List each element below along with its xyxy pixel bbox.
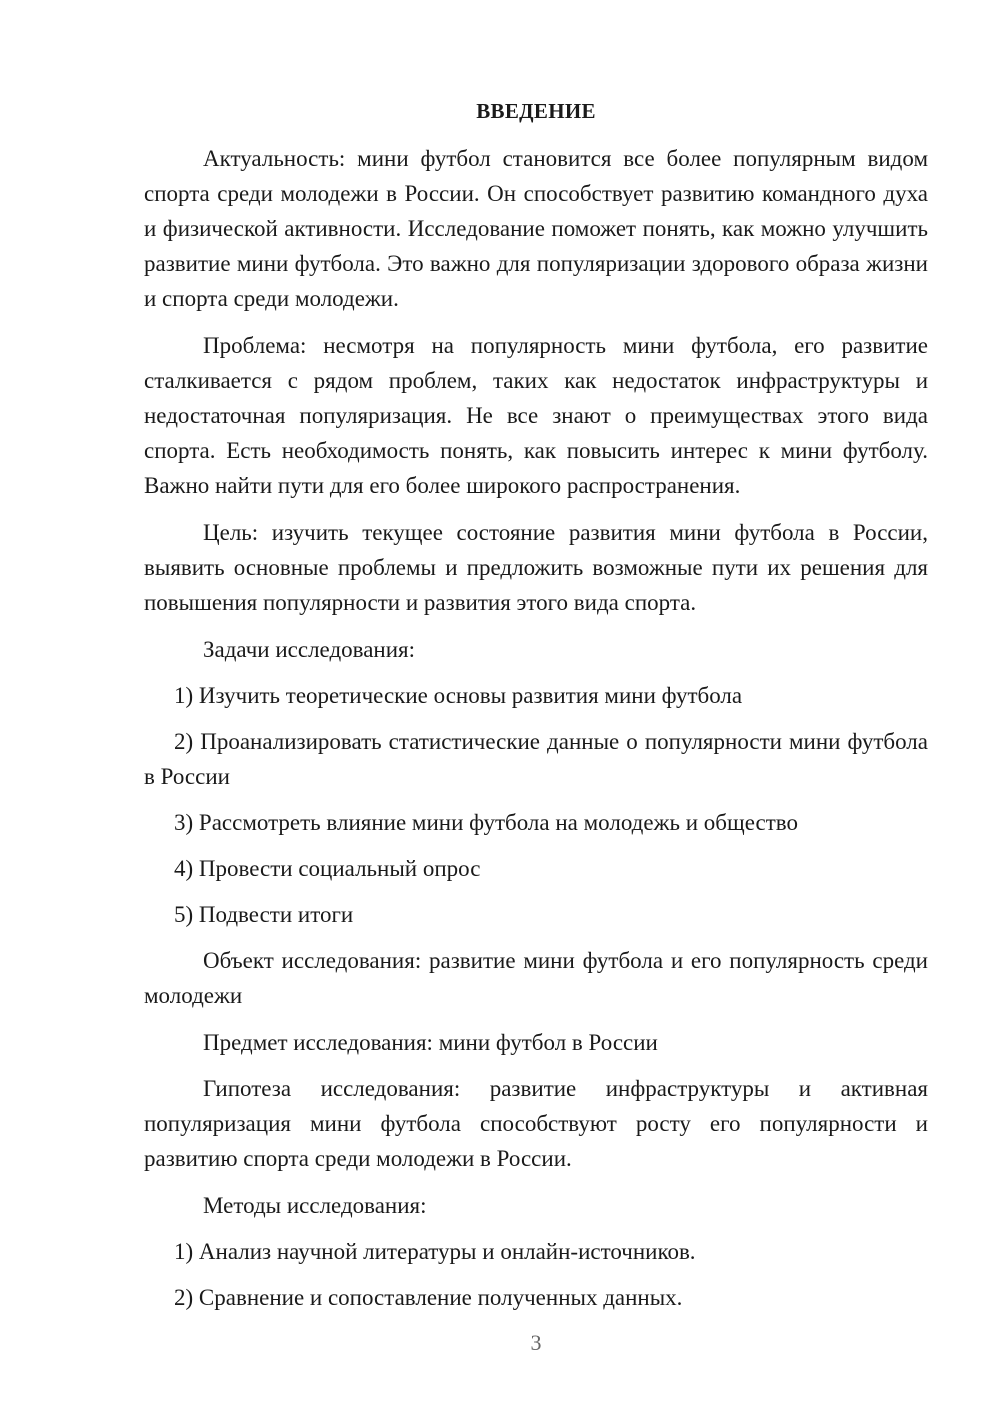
tasks-heading: Задачи исследования: (203, 637, 416, 662)
task-item: 5) Подвести итоги (174, 902, 354, 927)
task-item: 1) Изучить теоретические основы развития мини футбола (174, 683, 743, 708)
task-item: 2) Проанализировать статистические данные о популярности мини футбола в России (144, 729, 928, 789)
task-item: 3) Рассмотреть влияние мини футбола на молодежь и общество (174, 810, 798, 835)
page-content (144, 94, 928, 1326)
tasks-list (144, 678, 928, 932)
page-number: 3 (530, 1330, 542, 1355)
relevance-paragraph: Актуальность: мини футбол становится все более популярным видом спорта среди молодежи в России. Он способствует развитию командного духа и физической активности. Исследование поможет понять, как можно улучшить развитие мини футбола. Это важно для популяризации здорового образа жизни и спорта среди молодежи. (144, 146, 928, 311)
methods-heading: Методы исследования: (203, 1193, 427, 1218)
subject-paragraph: Предмет исследования: мини футбол в России (203, 1030, 658, 1055)
section-title: ВВЕДЕНИЕ (476, 99, 596, 123)
goal-paragraph: Цель: изучить текущее состояние развития мини футбола в России, выявить основные проблемы и предложить возможные пути их решения для повышения популярности и развития этого вида спорта. (144, 520, 928, 615)
method-item: 2) Сравнение и сопоставление полученных данных. (174, 1285, 683, 1310)
hypothesis-paragraph: Гипотеза исследования: развитие инфраструктуры и активная популяризация мини футбола способствуют росту его популярности и развитию спорта среди молодежи в России. (144, 1076, 928, 1171)
object-paragraph: Объект исследования: развитие мини футбола и его популярность среди молодежи (144, 948, 928, 1008)
method-item: 1) Анализ научной литературы и онлайн-источников. (174, 1239, 696, 1264)
task-item: 4) Провести социальный опрос (174, 856, 481, 881)
methods-list (144, 1234, 928, 1315)
problem-paragraph: Проблема: несмотря на популярность мини футбола, его развитие сталкивается с рядом проблем, таких как недостаток инфраструктуры и недостаточная популяризация. Не все знают о преимуществах этого вида спорта. Есть необходимость понять, как повысить интерес к мини футболу. Важно найти пути для его более широкого распространения. (144, 333, 928, 498)
